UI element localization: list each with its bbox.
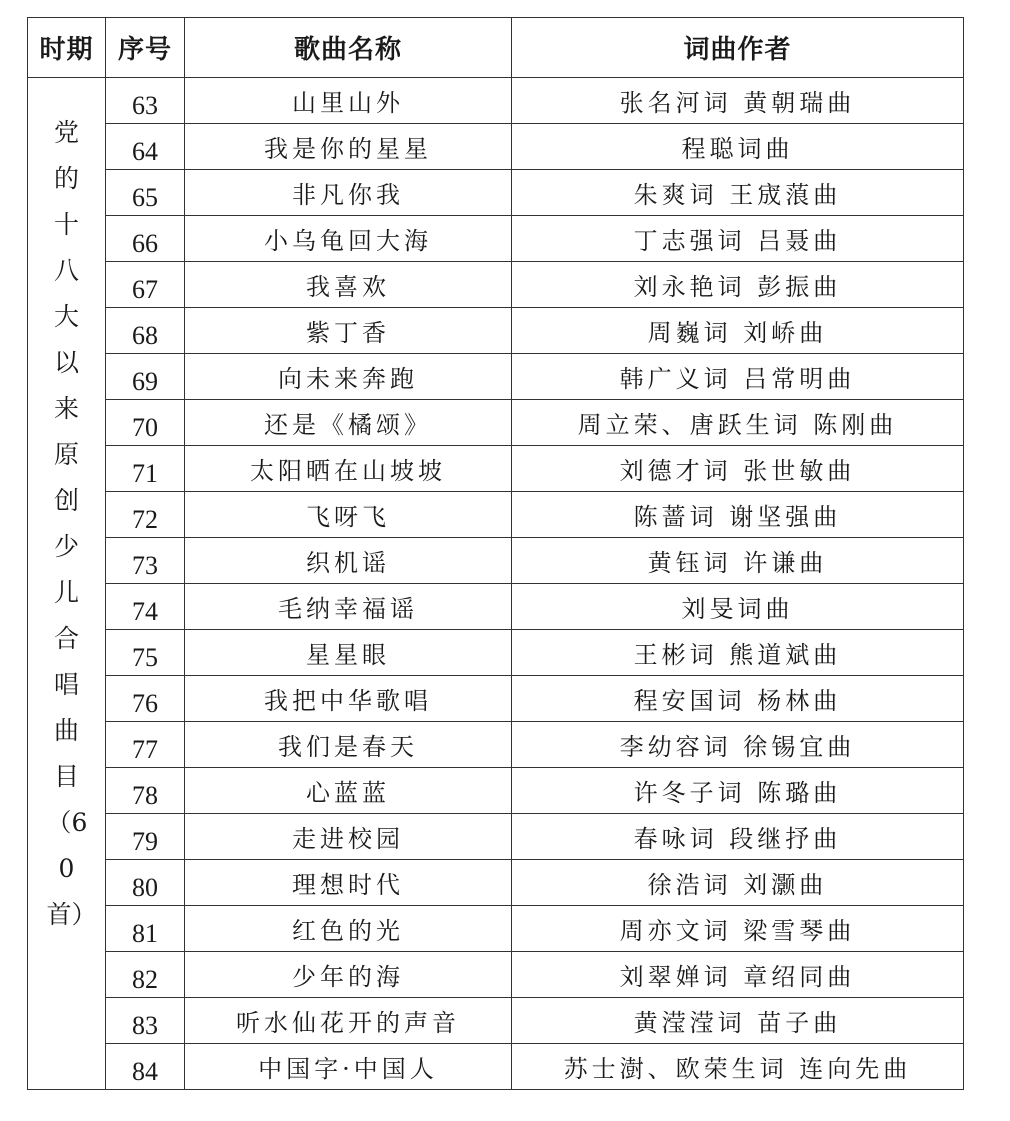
song-authors: 黄钰词 许谦曲: [512, 538, 964, 584]
song-authors: 徐浩词 刘灏曲: [512, 860, 964, 906]
table-row: [28, 216, 964, 262]
header-period: 时期: [28, 18, 106, 78]
song-title: 我把中华歌唱: [185, 676, 512, 722]
song-authors: 韩广义词 吕常明曲: [512, 354, 964, 400]
table-row: [28, 446, 964, 492]
table-row: [28, 262, 964, 308]
table-row: [28, 676, 964, 722]
song-number: 69: [106, 354, 185, 400]
table-row: [28, 814, 964, 860]
header-authors: 词曲作者: [512, 18, 964, 78]
song-title: 理想时代: [185, 860, 512, 906]
song-authors: 周亦文词 梁雪琴曲: [512, 906, 964, 952]
song-title: 我是你的星星: [185, 124, 512, 170]
song-number: 70: [106, 400, 185, 446]
song-authors: 李幼容词 徐锡宜曲: [512, 722, 964, 768]
table-row: [28, 906, 964, 952]
song-title: 飞呀飞: [185, 492, 512, 538]
song-authors: 春咏词 段继抒曲: [512, 814, 964, 860]
song-number: 84: [106, 1044, 185, 1090]
song-authors: 刘旻词曲: [512, 584, 964, 630]
song-number: 75: [106, 630, 185, 676]
song-authors: 周立荣、唐跃生词 陈刚曲: [512, 400, 964, 446]
song-number: 66: [106, 216, 185, 262]
song-authors: 王彬词 熊道斌曲: [512, 630, 964, 676]
song-number: 78: [106, 768, 185, 814]
song-title: 织机谣: [185, 538, 512, 584]
song-title: 我喜欢: [185, 262, 512, 308]
song-title: 红色的光: [185, 906, 512, 952]
table-row: [28, 584, 964, 630]
song-authors: 程安国词 杨林曲: [512, 676, 964, 722]
header-number: 序号: [106, 18, 185, 78]
song-number: 74: [106, 584, 185, 630]
song-number: 80: [106, 860, 185, 906]
song-number: 82: [106, 952, 185, 998]
song-authors: 黄滢滢词 苗子曲: [512, 998, 964, 1044]
song-title: 听水仙花开的声音: [185, 998, 512, 1044]
song-number: 64: [106, 124, 185, 170]
table-row: [28, 124, 964, 170]
song-title: 我们是春天: [185, 722, 512, 768]
song-title: 向未来奔跑: [185, 354, 512, 400]
table-row: [28, 768, 964, 814]
table-row: [28, 492, 964, 538]
song-authors: 陈蔷词 谢坚强曲: [512, 492, 964, 538]
song-authors: 刘翠婵词 章绍同曲: [512, 952, 964, 998]
song-title: 心蓝蓝: [185, 768, 512, 814]
table-row: [28, 78, 964, 124]
table-row: [28, 170, 964, 216]
song-authors: 刘德才词 张世敏曲: [512, 446, 964, 492]
song-number: 71: [106, 446, 185, 492]
song-title: 紫丁香: [185, 308, 512, 354]
song-number: 73: [106, 538, 185, 584]
table-row: [28, 400, 964, 446]
song-title: 中国字·中国人: [185, 1044, 512, 1090]
table-row: [28, 354, 964, 400]
period-cell: [28, 78, 106, 1090]
song-authors: 刘永艳词 彭振曲: [512, 262, 964, 308]
table-row: [28, 952, 964, 998]
period-label: 党的十八大以来原创少儿合唱曲目（60首）: [46, 117, 97, 929]
song-authors: 丁志强词 吕聂曲: [512, 216, 964, 262]
song-title: 非凡你我: [185, 170, 512, 216]
song-title: 太阳晒在山坡坡: [185, 446, 512, 492]
song-title: 毛纳幸福谣: [185, 584, 512, 630]
song-authors: 苏士澍、欧荣生词 连向先曲: [512, 1044, 964, 1090]
song-number: 76: [106, 676, 185, 722]
song-number: 79: [106, 814, 185, 860]
header-song: 歌曲名称: [185, 18, 512, 78]
song-number: 83: [106, 998, 185, 1044]
song-authors: 朱爽词 王宬蒗曲: [512, 170, 964, 216]
song-number: 68: [106, 308, 185, 354]
song-number: 63: [106, 78, 185, 124]
song-number: 72: [106, 492, 185, 538]
song-title: 小乌龟回大海: [185, 216, 512, 262]
song-number: 65: [106, 170, 185, 216]
song-table: [27, 17, 964, 1090]
song-authors: 许冬子词 陈璐曲: [512, 768, 964, 814]
song-table-body: [28, 78, 964, 1090]
song-title: 走进校园: [185, 814, 512, 860]
song-title: 还是《橘颂》: [185, 400, 512, 446]
table-row: [28, 860, 964, 906]
song-authors: 程聪词曲: [512, 124, 964, 170]
song-number: 67: [106, 262, 185, 308]
table-row: [28, 630, 964, 676]
song-authors: 周巍词 刘峤曲: [512, 308, 964, 354]
song-title: 山里山外: [185, 78, 512, 124]
table-row: [28, 308, 964, 354]
song-title: 少年的海: [185, 952, 512, 998]
table-row: [28, 998, 964, 1044]
table-row: [28, 538, 964, 584]
table-row: [28, 1044, 964, 1090]
song-authors: 张名河词 黄朝瑞曲: [512, 78, 964, 124]
table-row: [28, 722, 964, 768]
song-title: 星星眼: [185, 630, 512, 676]
header-row: [28, 18, 964, 78]
song-number: 81: [106, 906, 185, 952]
song-number: 77: [106, 722, 185, 768]
